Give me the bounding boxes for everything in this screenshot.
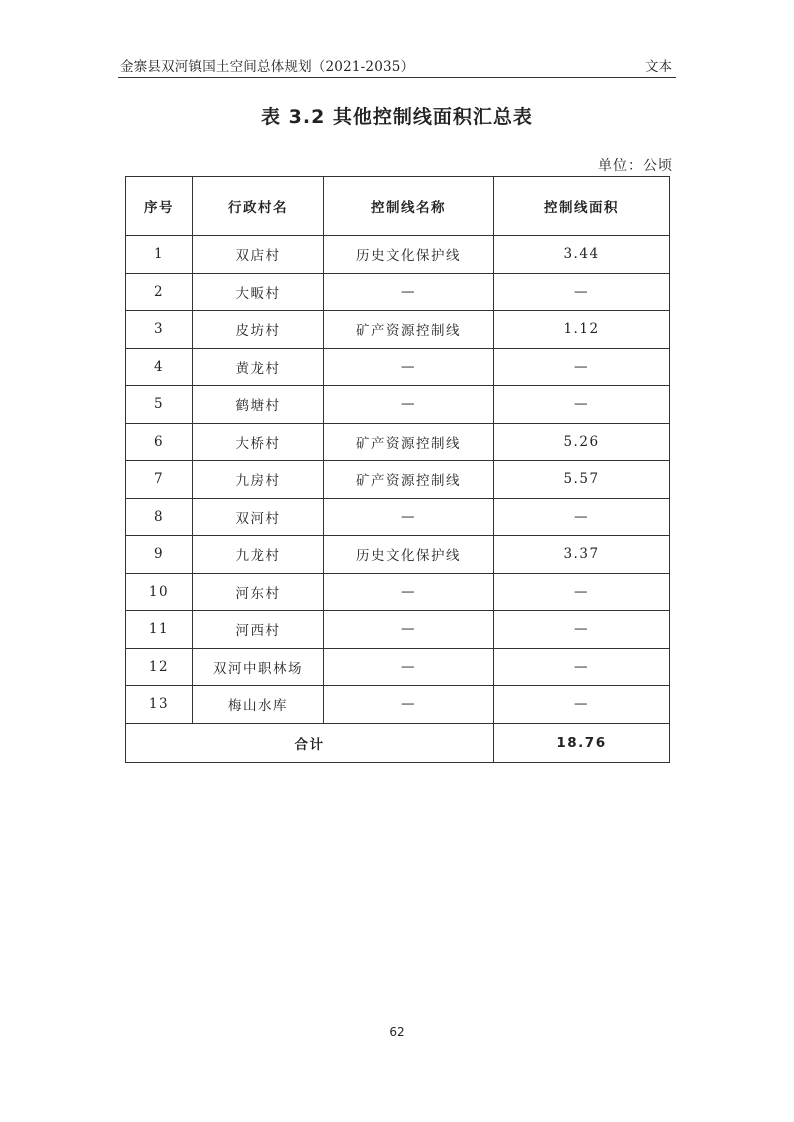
page-number: 62 bbox=[389, 1025, 405, 1039]
page-header bbox=[118, 57, 676, 78]
column-header-village: 行政村名 bbox=[193, 177, 324, 236]
total-row bbox=[126, 723, 670, 762]
cell-index: 4 bbox=[126, 348, 193, 386]
table-row bbox=[126, 236, 670, 274]
cell-area: — bbox=[494, 386, 670, 424]
table-row bbox=[126, 648, 670, 686]
cell-area: 3.37 bbox=[494, 536, 670, 574]
column-header-index: 序号 bbox=[126, 177, 193, 236]
table-row bbox=[126, 536, 670, 574]
table-row bbox=[126, 498, 670, 536]
cell-area: — bbox=[494, 573, 670, 611]
header-document-title: 金寨县双河镇国土空间总体规划（2021-2035） bbox=[120, 59, 415, 75]
cell-village: 双店村 bbox=[193, 236, 324, 274]
cell-line-name: — bbox=[324, 648, 494, 686]
cell-area: — bbox=[494, 686, 670, 724]
cell-area: — bbox=[494, 611, 670, 649]
cell-village: 河西村 bbox=[193, 611, 324, 649]
cell-area: 5.26 bbox=[494, 423, 670, 461]
cell-village: 黄龙村 bbox=[193, 348, 324, 386]
cell-index: 1 bbox=[126, 236, 193, 274]
cell-village: 大桥村 bbox=[193, 423, 324, 461]
control-line-area-table bbox=[125, 176, 670, 763]
cell-line-name: — bbox=[324, 611, 494, 649]
table-row bbox=[126, 573, 670, 611]
cell-line-name: — bbox=[324, 386, 494, 424]
cell-line-name: — bbox=[324, 498, 494, 536]
cell-line-name: 矿产资源控制线 bbox=[324, 423, 494, 461]
table-row bbox=[126, 273, 670, 311]
cell-index: 13 bbox=[126, 686, 193, 724]
cell-line-name: 矿产资源控制线 bbox=[324, 311, 494, 349]
column-header-line-name: 控制线名称 bbox=[324, 177, 494, 236]
table-row bbox=[126, 686, 670, 724]
cell-index: 10 bbox=[126, 573, 193, 611]
cell-area: — bbox=[494, 498, 670, 536]
cell-line-name: 历史文化保护线 bbox=[324, 236, 494, 274]
cell-village: 梅山水库 bbox=[193, 686, 324, 724]
total-value: 18.76 bbox=[494, 723, 670, 762]
cell-line-name: — bbox=[324, 686, 494, 724]
table-header-row bbox=[126, 177, 670, 236]
total-label: 合计 bbox=[126, 723, 494, 762]
cell-village: 河东村 bbox=[193, 573, 324, 611]
cell-village: 双河村 bbox=[193, 498, 324, 536]
cell-index: 8 bbox=[126, 498, 193, 536]
cell-village: 双河中职林场 bbox=[193, 648, 324, 686]
cell-village: 九房村 bbox=[193, 461, 324, 499]
cell-area: 3.44 bbox=[494, 236, 670, 274]
cell-area: 5.57 bbox=[494, 461, 670, 499]
cell-village: 鹤塘村 bbox=[193, 386, 324, 424]
cell-index: 2 bbox=[126, 273, 193, 311]
table-row bbox=[126, 611, 670, 649]
cell-area: — bbox=[494, 273, 670, 311]
cell-index: 12 bbox=[126, 648, 193, 686]
cell-index: 7 bbox=[126, 461, 193, 499]
cell-area: — bbox=[494, 648, 670, 686]
cell-line-name: — bbox=[324, 573, 494, 611]
column-header-area: 控制线面积 bbox=[494, 177, 670, 236]
table-row bbox=[126, 386, 670, 424]
table-row bbox=[126, 423, 670, 461]
cell-area: — bbox=[494, 348, 670, 386]
header-section-label: 文本 bbox=[645, 59, 672, 75]
cell-index: 11 bbox=[126, 611, 193, 649]
cell-index: 9 bbox=[126, 536, 193, 574]
table-title: 表 3.2 其他控制线面积汇总表 bbox=[261, 106, 533, 128]
cell-village: 皮坊村 bbox=[193, 311, 324, 349]
cell-line-name: — bbox=[324, 273, 494, 311]
cell-village: 九龙村 bbox=[193, 536, 324, 574]
table-row bbox=[126, 348, 670, 386]
cell-village: 大畈村 bbox=[193, 273, 324, 311]
cell-index: 5 bbox=[126, 386, 193, 424]
cell-area: 1.12 bbox=[494, 311, 670, 349]
table-row bbox=[126, 461, 670, 499]
cell-line-name: 历史文化保护线 bbox=[324, 536, 494, 574]
unit-label: 单位：公顷 bbox=[598, 158, 673, 174]
cell-index: 3 bbox=[126, 311, 193, 349]
cell-index: 6 bbox=[126, 423, 193, 461]
table-row bbox=[126, 311, 670, 349]
cell-line-name: — bbox=[324, 348, 494, 386]
cell-line-name: 矿产资源控制线 bbox=[324, 461, 494, 499]
